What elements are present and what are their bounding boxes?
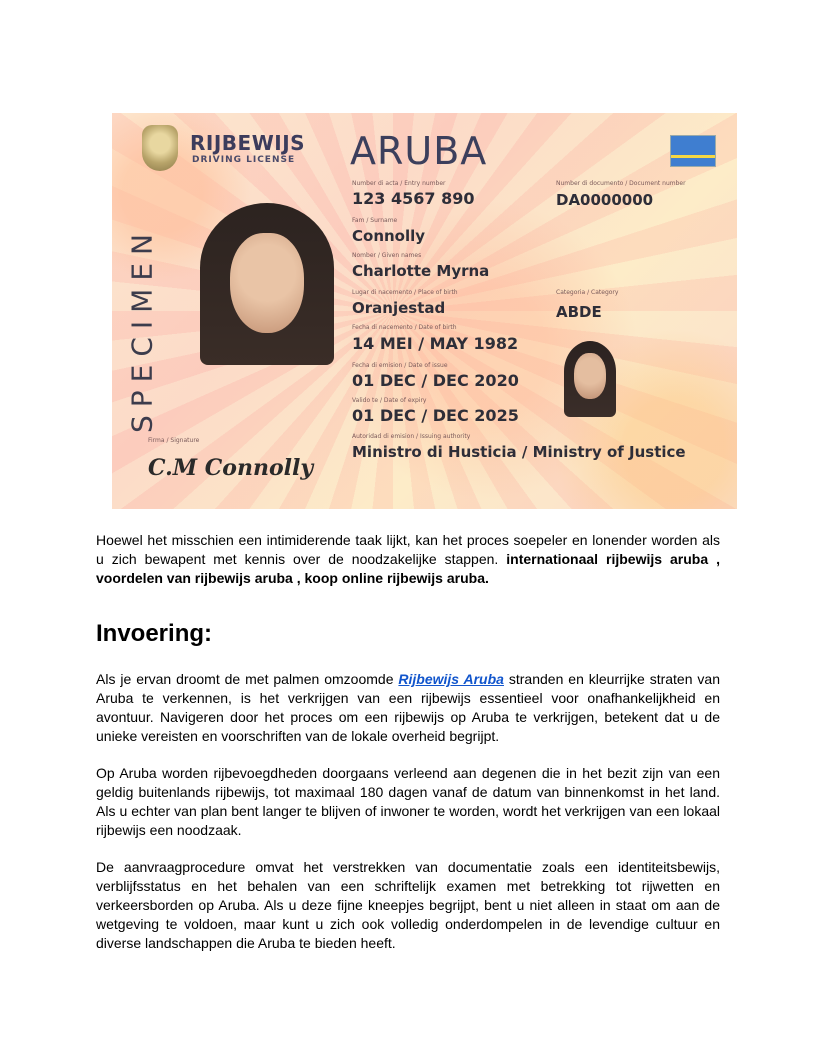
holder-face-small	[574, 353, 606, 399]
paragraph-1-after-link: stranden en kleurrijke straten van Aruba te verkennen, is het verkrijgen van een rijbewijs essentieel voor onafhankelijkheid en avontuur. Navigeren door het proces om een rijbewijs op Aruba te verkrijgen, betekent dat u de unieke vereisten en voorschriften van de lokale overheid begrijpt.	[96, 671, 721, 744]
authority: Ministro di Husticia / Ministry of Justice	[352, 443, 686, 461]
card-country: ARUBA	[350, 129, 488, 173]
paragraph-1-before-link: Als je ervan droomt de met palmen omzoomde	[96, 671, 399, 687]
birthdate: 14 MEI / MAY 1982	[352, 334, 519, 353]
category-label: Categoria / Category	[556, 289, 619, 296]
paragraph-1	[96, 670, 720, 746]
authority-label: Autoridad di emision / Issuing authority	[352, 433, 471, 440]
paragraph-2: Op Aruba worden rijbevoegdheden doorgaans verleend aan degenen die in het bezit zijn van een geldig buitenlands rijbewijs, tot maximaal 180 dagen vanaf de datum van binnenkomst in het land. Als u echter van plan bent langer te blijven of inwoner te worden, wordt het verkrijgen van een lokaal rijbewijs een noodzaak.	[96, 765, 720, 838]
intro-keywords: internationaal rijbewijs aruba , voordelen van rijbewijs aruba , koop online rijbewijs aruba.	[96, 551, 720, 586]
holder-signature: C.M Connolly	[148, 455, 314, 481]
intro-text: Hoewel het misschien een intimiderende taak lijkt, kan het proces soepeler en lonender worden als u zich bewapent met kennis over de noodzakelijke stappen.	[96, 532, 720, 567]
card-brand: RIJBEWIJS	[190, 131, 306, 155]
coat-of-arms-icon	[142, 125, 178, 171]
category: ABDE	[556, 303, 602, 321]
holder-face	[230, 233, 304, 333]
expiry-date-label: Valido te / Date of expiry	[352, 397, 427, 404]
surname-label: Fam / Surname	[352, 217, 398, 224]
surname: Connolly	[352, 227, 426, 245]
document-number-label: Number di documento / Document number	[556, 180, 686, 187]
rijbewijs-aruba-link[interactable]: Rijbewijs Aruba	[398, 671, 504, 687]
issue-date-label: Fecha di emision / Date of issue	[352, 362, 448, 369]
license-number-label: Number di acta / Entry number	[352, 180, 446, 187]
expiry-date: 01 DEC / DEC 2025	[352, 406, 519, 425]
license-number: 123 4567 890	[352, 189, 475, 208]
intro-paragraph	[96, 531, 720, 588]
birthplace-label: Lugar di nacemento / Place of birth	[352, 289, 458, 296]
document-number: DA0000000	[556, 191, 654, 209]
paragraph-3: De aanvraagprocedure omvat het verstrekken van documentatie zoals een identiteitsbewijs, verblijfsstatus en het behalen van een schriftelijk examen met betrekking tot rijwetten en verkeersborden op Aruba. Als u deze fijne kneepjes begrijpt, bent u niet alleen in staat om aan de wetgeving te voldoen, maar kunt u zich ook volledig onderdompelen in de levendige cultuur en diverse landschappen die Aruba te bieden heeft.	[96, 859, 720, 951]
birthplace: Oranjestad	[352, 299, 446, 317]
given-names: Charlotte Myrna	[352, 262, 490, 280]
birthdate-label: Fecha di nacemento / Date of birth	[352, 324, 457, 331]
section-heading: Invoering:	[96, 620, 213, 647]
specimen-watermark: SPECIMEN	[125, 226, 159, 433]
issue-date: 01 DEC / DEC 2020	[352, 371, 519, 390]
card-brand-sub: DRIVING LICENSE	[192, 155, 296, 165]
license-card-image	[112, 113, 737, 509]
given-names-label: Nomber / Given names	[352, 252, 422, 259]
signature-label: Firma / Signature	[148, 437, 200, 444]
aruba-flag-icon	[670, 135, 716, 167]
